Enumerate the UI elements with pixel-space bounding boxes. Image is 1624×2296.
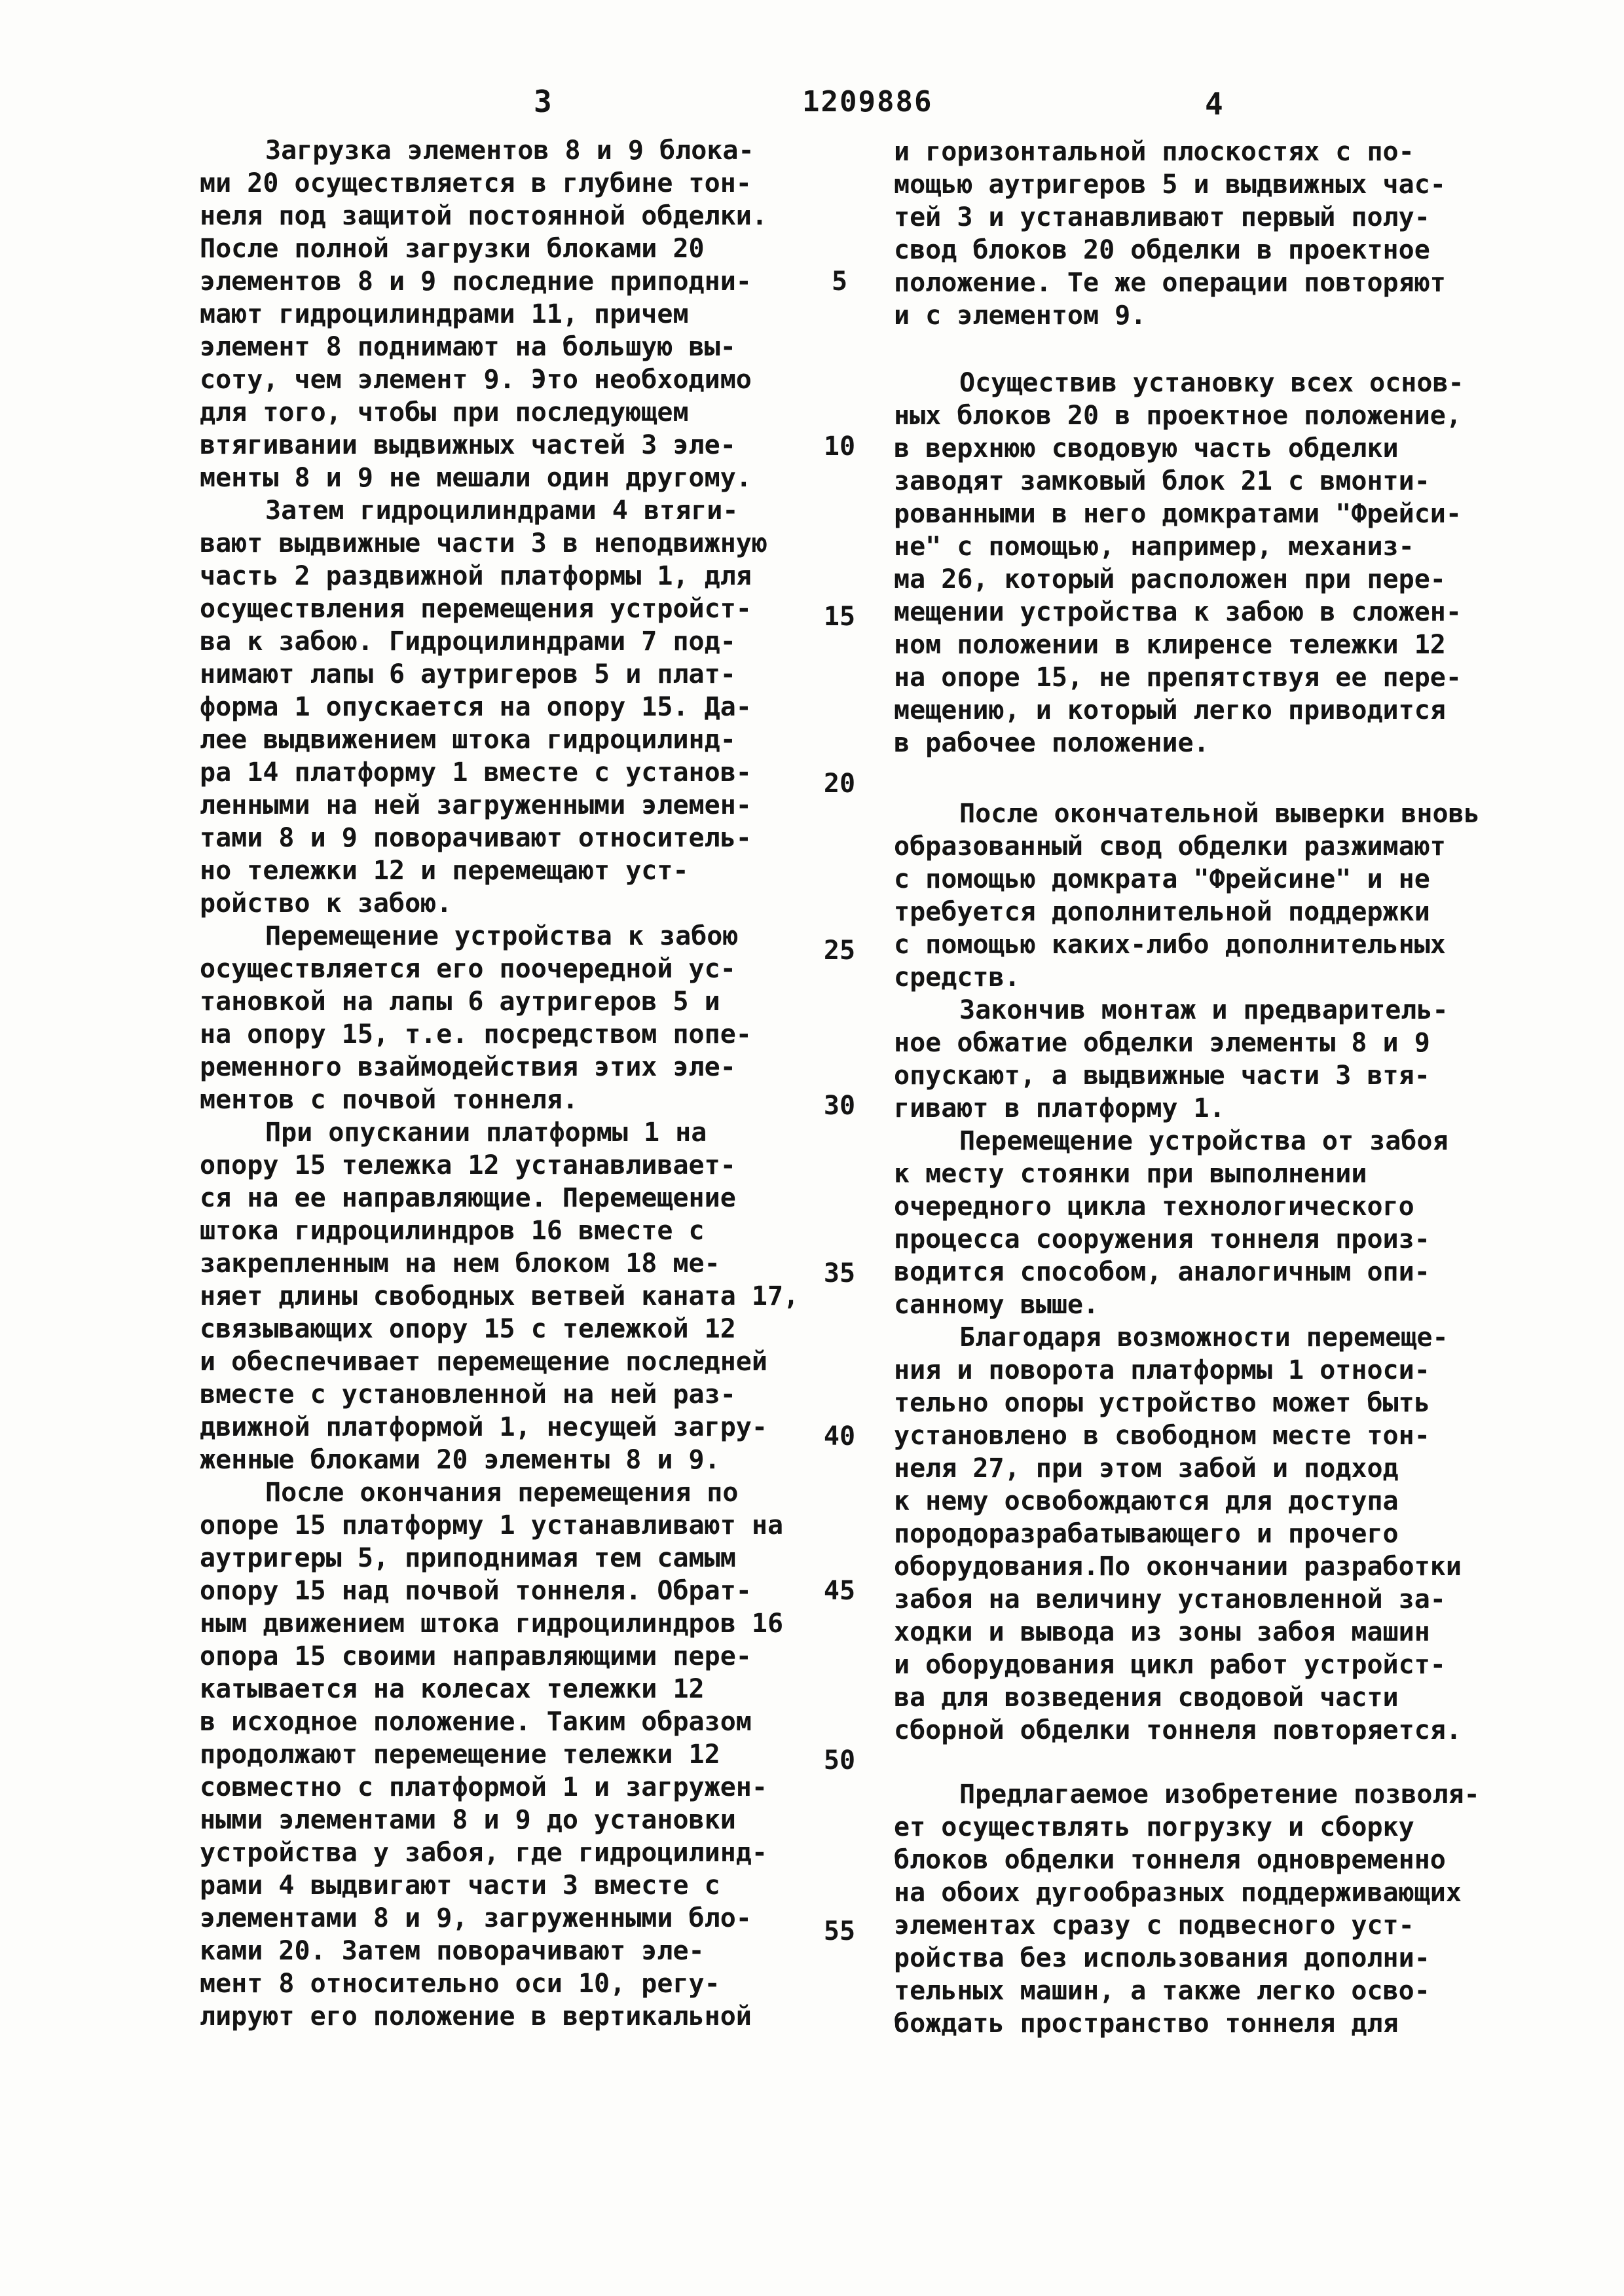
text-line: в рабочее положение. (894, 728, 1209, 758)
text-line: мощью аутригеров 5 и выдвижных час- (894, 170, 1446, 200)
text-line: к месту стоянки при выполнении (894, 1159, 1367, 1189)
text-line: ками 20. Затем поворачивают эле- (200, 1936, 705, 1966)
text-line: осуществляется его поочередной ус- (200, 954, 736, 984)
text-line: к нему освобождаются для доступа (894, 1486, 1399, 1516)
text-line: сборной обделки тоннеля повторяется. (894, 1715, 1462, 1745)
text-line: породоразрабатывающего и прочего (894, 1519, 1399, 1549)
text-line: соту, чем элемент 9. Это необходимо (200, 365, 752, 395)
text-line: ет осуществлять погрузку и сборку (894, 1812, 1414, 1842)
line-number: 55 (823, 1916, 856, 1946)
paragraph (894, 367, 1516, 759)
paragraph (200, 134, 828, 494)
text-line: рованными в него домкратами "Фрейси- (894, 499, 1462, 529)
text-line: элемент 8 поднимают на большую вы- (200, 332, 736, 362)
paragraph (894, 797, 1516, 994)
text-line: на опоре 15, не препятствуя ее пере- (894, 663, 1462, 693)
text-line: Затем гидроцилиндрами 4 втяги- (265, 496, 739, 526)
text-line: мент 8 относительно оси 10, регу- (200, 1969, 720, 1999)
text-line: оборудования.По окончании разработки (894, 1552, 1462, 1582)
text-line: менты 8 и 9 не мешали один другому. (200, 463, 752, 493)
line-number: 20 (823, 769, 856, 799)
text-line: лируют его положение в вертикальной (200, 2001, 752, 2032)
text-line: свод блоков 20 обделки в проектное (894, 235, 1430, 265)
text-line: мещению, и который легко приводится (894, 695, 1446, 725)
text-line: неля 27, при этом забой и подход (894, 1453, 1399, 1484)
line-number: 25 (823, 936, 856, 966)
text-line: ходки и вывода из зоны забоя машин (894, 1617, 1430, 1647)
text-line: женные блоками 20 элементы 8 и 9. (200, 1445, 720, 1475)
text-line: ройства без использования дополни- (894, 1943, 1430, 1973)
text-line: ными элементами 8 и 9 до установки (200, 1805, 736, 1835)
text-line: элементов 8 и 9 последние приподни- (200, 266, 752, 297)
text-line: опору 15 над почвой тоннеля. Обрат- (200, 1576, 752, 1606)
text-line: и обеспечивает перемещение последней (200, 1347, 767, 1377)
text-line: ном положении в клиренсе тележки 12 (894, 630, 1446, 660)
text-line: При опускании платформы 1 на (265, 1118, 707, 1148)
text-line: на обоих дугообразных поддерживающих (894, 1878, 1462, 1908)
paragraph (894, 994, 1516, 1125)
line-number: 50 (823, 1745, 856, 1776)
text-line: тановкой на лапы 6 аутригеров 5 и (200, 987, 720, 1017)
paragraph (200, 494, 828, 920)
text-line: ма 26, который расположен при пере- (894, 564, 1446, 594)
text-line: ное обжатие обделки элементы 8 и 9 (894, 1028, 1430, 1058)
text-column-right (894, 136, 1516, 2040)
text-column-left (200, 134, 828, 2033)
text-line: втягивании выдвижных частей 3 эле- (200, 430, 736, 460)
text-line: После окончательной выверки вновь (959, 799, 1480, 829)
text-line: Предлагаемое изобретение позволя- (959, 1779, 1480, 1810)
text-line: закрепленным на нем блоком 18 ме- (200, 1248, 720, 1279)
text-line: санному выше. (894, 1290, 1099, 1320)
text-line: средств. (894, 962, 1020, 993)
paragraph (894, 1778, 1516, 2040)
text-line: ременного взаймодействия этих эле- (200, 1052, 736, 1082)
text-line: опору 15 тележка 12 устанавливает- (200, 1150, 736, 1180)
text-line: но тележки 12 и перемещают уст- (200, 856, 689, 886)
text-line: тами 8 и 9 поворачивают относитель- (200, 823, 752, 853)
text-line: ся на ее направляющие. Перемещение (200, 1183, 736, 1213)
text-line: элементами 8 и 9, загруженными бло- (200, 1903, 752, 1933)
text-line: очередного цикла технологического (894, 1192, 1414, 1222)
text-line: ра 14 платформу 1 вместе с установ- (200, 757, 752, 788)
text-line: забоя на величину установленной за- (894, 1584, 1446, 1614)
text-line: рами 4 выдвигают части 3 вместе с (200, 1870, 720, 1901)
text-line: часть 2 раздвижной платформы 1, для (200, 561, 752, 591)
text-line: ленными на ней загруженными элемен- (200, 790, 752, 820)
text-line: продолжают перемещение тележки 12 (200, 1740, 720, 1770)
text-line: гивают в платформу 1. (894, 1093, 1225, 1123)
text-line: положение. Те же операции повторяют (894, 268, 1446, 298)
text-line: форма 1 опускается на опору 15. Да- (200, 692, 752, 722)
text-line: лее выдвижением штока гидроцилинд- (200, 725, 736, 755)
text-line: Перемещение устройства к забою (265, 921, 739, 951)
text-line: для того, чтобы при последующем (200, 397, 689, 428)
text-line: осуществления перемещения устройст- (200, 594, 752, 624)
text-line: мают гидроцилиндрами 11, причем (200, 299, 689, 329)
text-line: ментов с почвой тоннеля. (200, 1085, 578, 1115)
text-line: опускают, а выдвижные части 3 втя- (894, 1061, 1430, 1091)
text-line: тей 3 и устанавливают первый полу- (894, 202, 1430, 232)
text-line: требуется дополнительной поддержки (894, 897, 1430, 927)
text-line: Благодаря возможности перемеще- (959, 1322, 1449, 1353)
line-number: 35 (823, 1258, 856, 1288)
page-number-right: 4 (1205, 86, 1225, 122)
text-line: устройства у забоя, где гидроцилинд- (200, 1838, 767, 1868)
paragraph (200, 1116, 828, 1476)
text-line: в исходное положение. Таким образом (200, 1707, 752, 1737)
text-line: заводят замковый блок 21 с вмонти- (894, 466, 1430, 496)
text-line: ва к забою. Гидроцилиндрами 7 под- (200, 627, 736, 657)
text-line: и оборудования цикл работ устройст- (894, 1650, 1446, 1680)
line-number: 10 (823, 431, 856, 462)
text-line: процесса сооружения тоннеля произ- (894, 1224, 1430, 1254)
text-line: штока гидроцилиндров 16 вместе с (200, 1216, 705, 1246)
paragraph (894, 136, 1516, 332)
paragraph (200, 920, 828, 1116)
patent-number: 1209886 (802, 85, 933, 118)
text-line: на опору 15, т.е. посредством попе- (200, 1019, 752, 1049)
text-line: опоре 15 платформу 1 устанавливают на (200, 1510, 784, 1540)
text-line: аутригеры 5, приподнимая тем самым (200, 1543, 736, 1573)
text-line: связывающих опору 15 с тележкой 12 (200, 1314, 736, 1344)
text-line: установлено в свободном месте тон- (894, 1421, 1430, 1451)
text-line: бождать пространство тоннеля для (894, 2009, 1399, 2039)
text-line: не" с помощью, например, механиз- (894, 532, 1414, 562)
line-number: 40 (823, 1421, 856, 1451)
text-line: ных блоков 20 в проектное положение, (894, 401, 1462, 431)
text-line: с помощью домкрата "Фрейсине" и не (894, 864, 1430, 894)
text-line: опора 15 своими направляющими пере- (200, 1641, 752, 1671)
page-number-left: 3 (534, 84, 553, 119)
text-line: мещении устройства к забою в сложен- (894, 597, 1462, 627)
text-line: ва для возведения сводовой части (894, 1683, 1399, 1713)
text-line: движной платформой 1, несущей загру- (200, 1412, 767, 1442)
text-line: вают выдвижные части 3 в неподвижную (200, 528, 767, 558)
text-line: няет длины свободных ветвей каната 17, (200, 1281, 800, 1311)
text-line: Перемещение устройства от забоя (959, 1126, 1449, 1156)
text-line: тельно опоры устройство может быть (894, 1388, 1430, 1418)
text-line: Осуществив установку всех основ- (959, 368, 1464, 398)
text-line: вместе с установленной на ней раз- (200, 1379, 736, 1410)
text-line: образованный свод обделки разжимают (894, 831, 1446, 862)
text-line: в верхнюю сводовую часть обделки (894, 433, 1399, 464)
paragraph (894, 1321, 1516, 1747)
text-line: неля под защитой постоянной обделки. (200, 201, 767, 231)
text-line: тельных машин, а также легко осво- (894, 1976, 1430, 2006)
text-line: ми 20 осуществляется в глубине тон- (200, 168, 752, 198)
paragraph (894, 1125, 1516, 1321)
line-number: 45 (823, 1576, 856, 1606)
line-number: 30 (823, 1091, 856, 1121)
line-number: 15 (823, 602, 856, 632)
text-line: После полной загрузки блоками 20 (200, 234, 705, 264)
text-line: блоков обделки тоннеля одновременно (894, 1845, 1446, 1875)
text-line: нимают лапы 6 аутригеров 5 и плат- (200, 659, 736, 689)
text-line: и горизонтальной плоскостях с по- (894, 137, 1414, 167)
text-line: элементах сразу с подвесного уст- (894, 1910, 1414, 1941)
line-number: 5 (831, 266, 848, 297)
text-line: ния и поворота платформы 1 относи- (894, 1355, 1430, 1385)
text-line: Загрузка элементов 8 и 9 блока- (265, 136, 754, 166)
text-line: Закончив монтаж и предваритель- (959, 995, 1449, 1025)
text-line: водится способом, аналогичным опи- (894, 1257, 1430, 1287)
text-line: ройство к забою. (200, 888, 452, 919)
paragraph (200, 1476, 828, 2033)
text-line: с помощью каких-либо дополнительных (894, 930, 1446, 960)
text-line: После окончания перемещения по (265, 1478, 739, 1508)
text-line: и с элементом 9. (894, 301, 1147, 331)
text-line: ным движением штока гидроцилиндров 16 (200, 1609, 784, 1639)
text-line: катывается на колесах тележки 12 (200, 1674, 705, 1704)
text-line: совместно с платформой 1 и загружен- (200, 1772, 767, 1802)
